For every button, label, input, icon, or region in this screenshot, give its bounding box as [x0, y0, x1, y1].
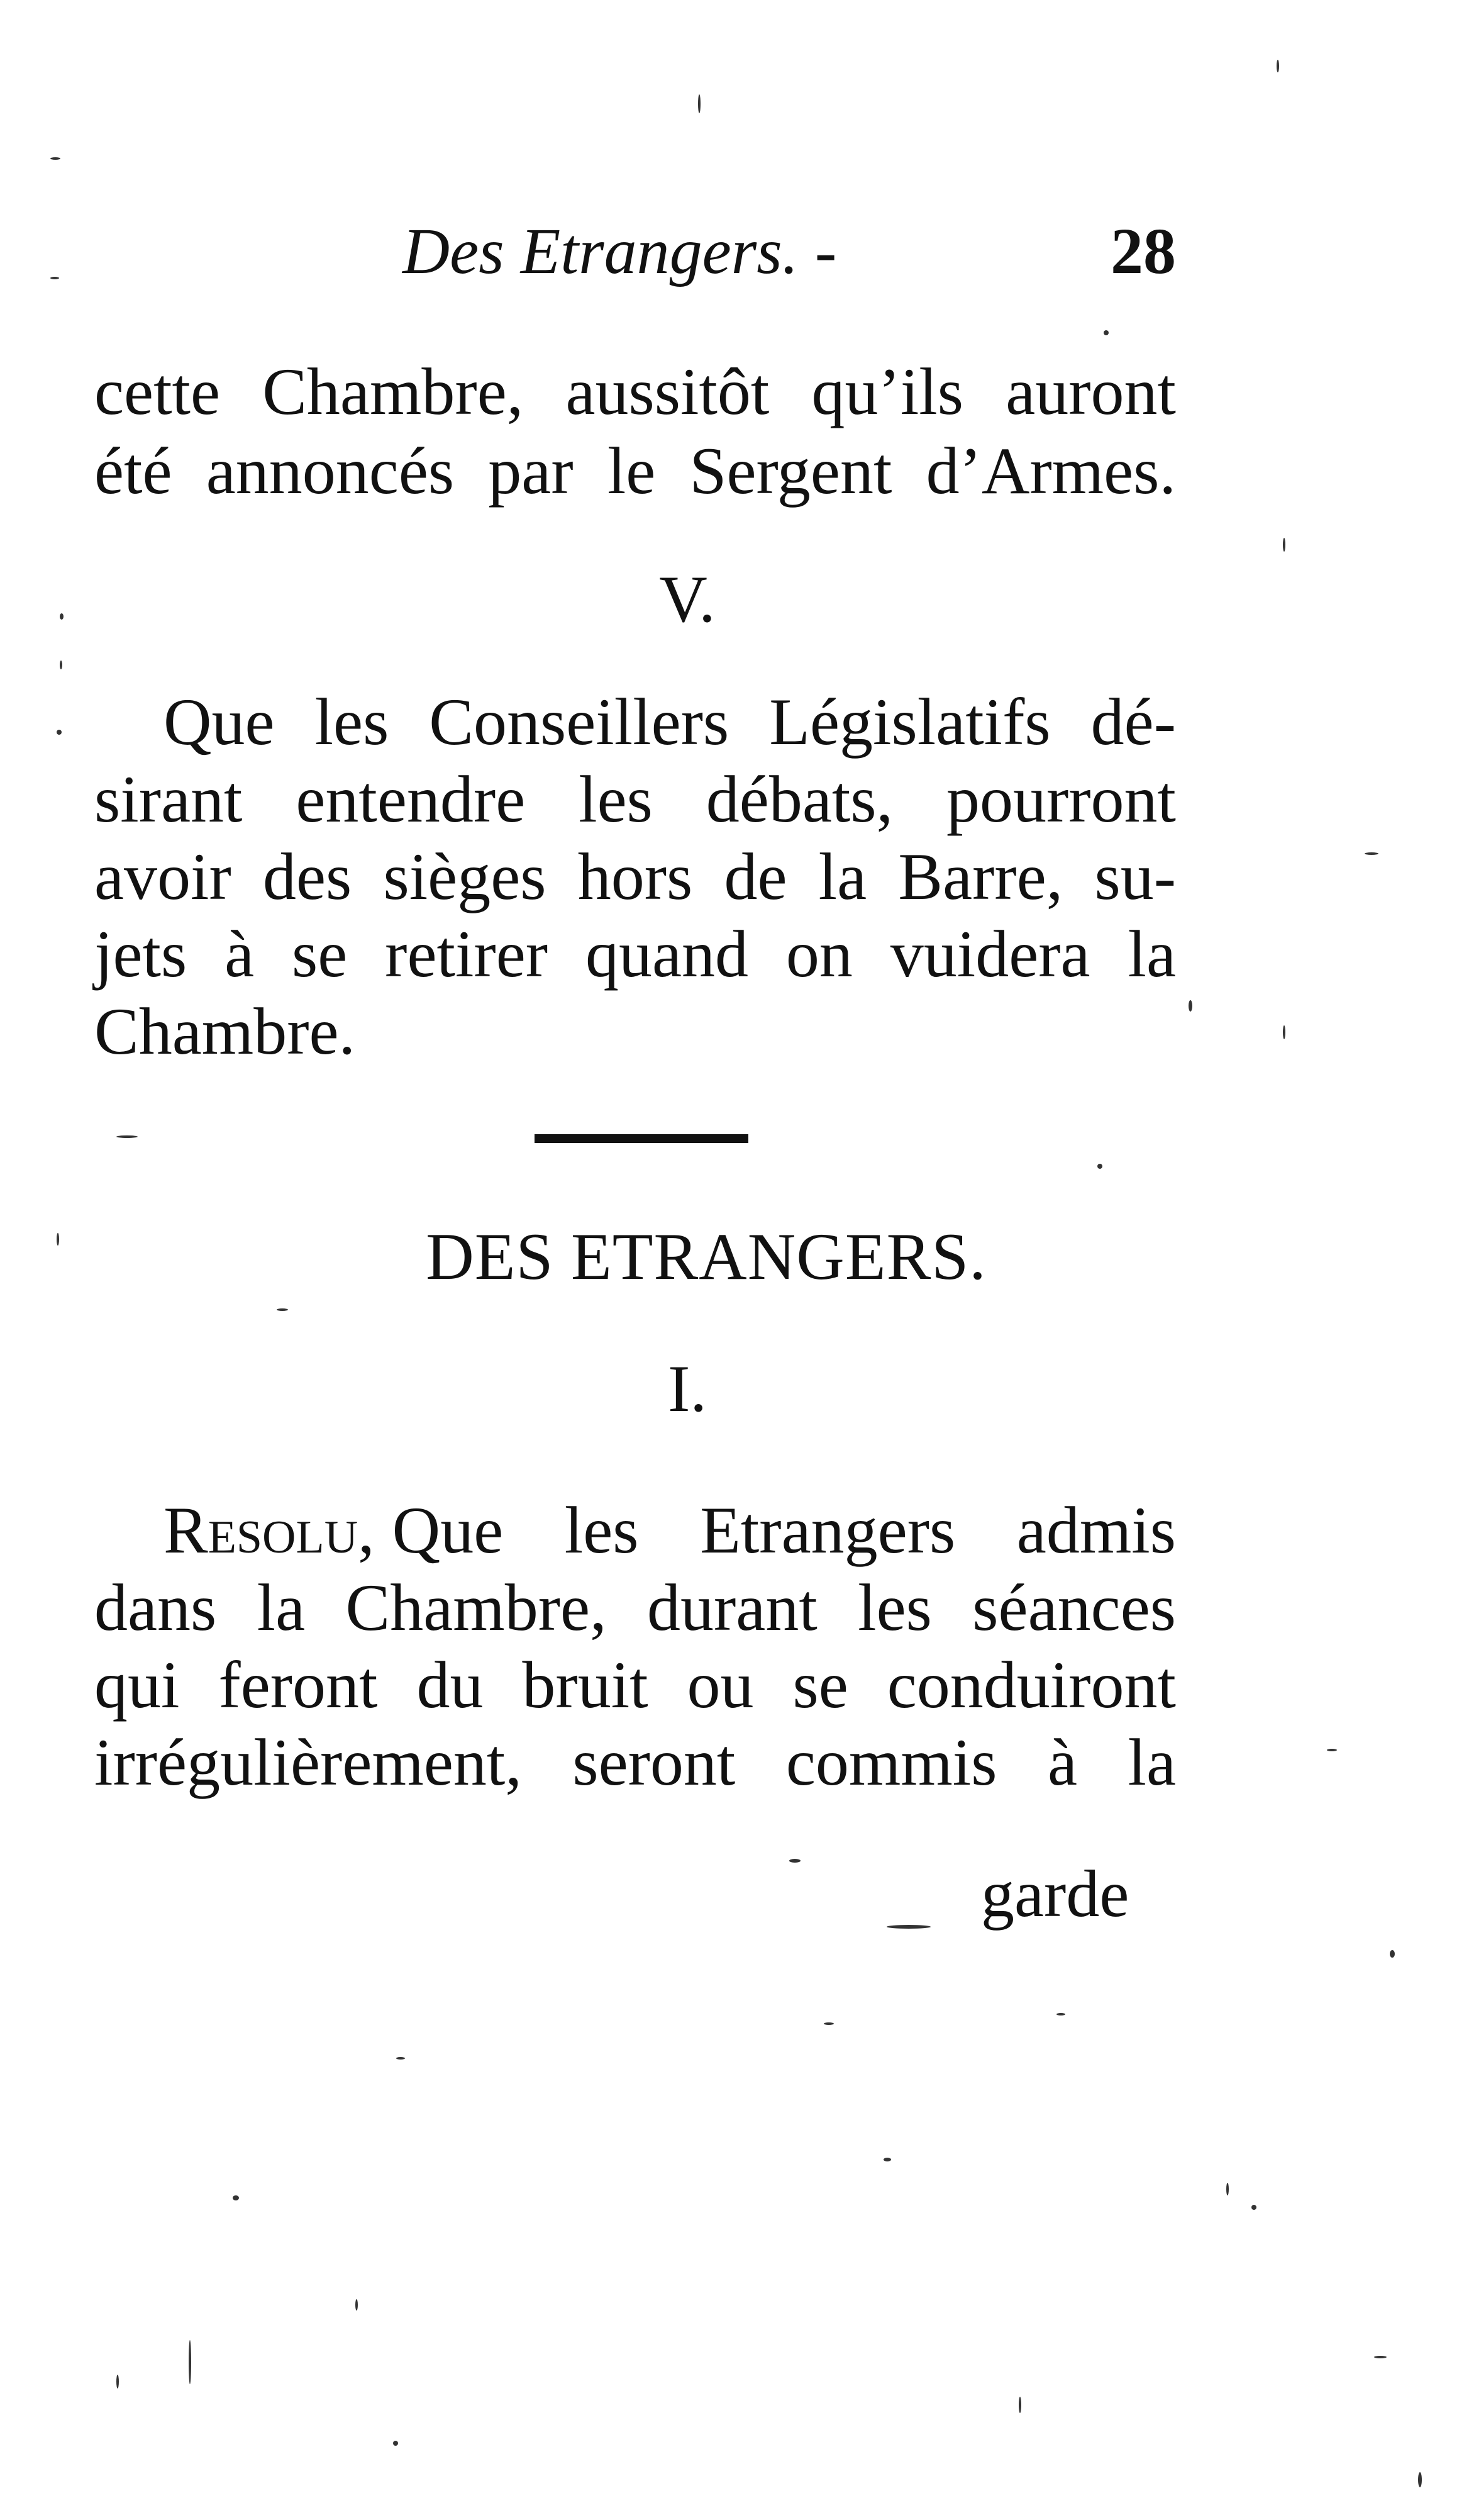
- catchword: garde: [981, 1857, 1129, 1931]
- paragraph-line: qui feront du bruit ou se conduiront: [94, 1648, 1176, 1722]
- scan-speck: [1374, 2356, 1387, 2358]
- scan-speck: [396, 2057, 405, 2060]
- scan-speck: [1251, 2205, 1256, 2210]
- paragraph-line: jets à se retirer quand on vuidera la: [94, 917, 1176, 991]
- scan-speck: [789, 1859, 801, 1863]
- resolu-word: Resolu,: [164, 1493, 375, 1567]
- paragraph-line: sirant entendre les débats, pourront: [94, 762, 1176, 836]
- section-numeral: V.: [659, 562, 716, 636]
- scan-speck: [57, 1233, 59, 1246]
- scan-speck: [233, 2195, 239, 2200]
- continuation-line: été annoncés par le Sergent d’Armes.: [94, 434, 1176, 508]
- scan-speck: [57, 730, 62, 735]
- scan-speck: [189, 2340, 191, 2384]
- scan-speck: [277, 1308, 288, 1311]
- scan-speck: [1365, 852, 1378, 855]
- scan-speck: [60, 661, 62, 669]
- section-numeral: I.: [668, 1352, 707, 1425]
- scan-speck: [50, 277, 59, 279]
- scan-speck: [1390, 1950, 1395, 1958]
- paragraph-line: dans la Chambre, durant les séances: [94, 1571, 1176, 1644]
- scan-speck: [116, 1135, 138, 1138]
- scan-speck: [60, 613, 64, 620]
- running-title: Des Etrangers. -: [402, 215, 837, 287]
- scan-speck: [1283, 538, 1285, 552]
- scan-speck: [1189, 1000, 1192, 1012]
- paragraph-line: irrégulièrement, seront commis à la: [94, 1726, 1176, 1799]
- scan-speck: [884, 2158, 891, 2161]
- scan-speck: [116, 2375, 119, 2389]
- scan-speck: [1097, 1164, 1102, 1169]
- scan-speck: [1226, 2183, 1229, 2195]
- scan-speck: [355, 2299, 358, 2311]
- scan-speck: [698, 94, 701, 113]
- paragraph-line: Que les Conseillers Législatifs dé-: [164, 685, 1176, 759]
- scan-speck: [1019, 2397, 1021, 2413]
- scan-speck: [1104, 330, 1109, 335]
- section-title: DES ETRANGERS.: [426, 1220, 987, 1293]
- page-number: 28: [1111, 215, 1176, 287]
- paragraph-line: Chambre.: [94, 995, 356, 1068]
- scan-speck: [393, 2441, 398, 2446]
- scan-speck: [824, 2022, 834, 2025]
- first-line-text: Que les Etrangers admis: [392, 1493, 1176, 1567]
- continuation-line: cette Chambre, aussitôt qu’ils auront: [94, 355, 1176, 428]
- scan-speck: [1283, 1025, 1285, 1039]
- page-header: [94, 208, 1176, 296]
- scan-speck: [1056, 2013, 1065, 2015]
- scan-speck: [50, 157, 60, 160]
- scan-speck: [1327, 1749, 1337, 1751]
- resolution-first-line: [164, 1491, 1176, 1570]
- paragraph-line: avoir des sièges hors de la Barre, su-: [94, 840, 1176, 913]
- section-divider: [535, 1134, 748, 1143]
- scan-speck: [1418, 2472, 1422, 2487]
- scan-speck: [887, 1925, 931, 1929]
- scan-speck: [1277, 60, 1279, 72]
